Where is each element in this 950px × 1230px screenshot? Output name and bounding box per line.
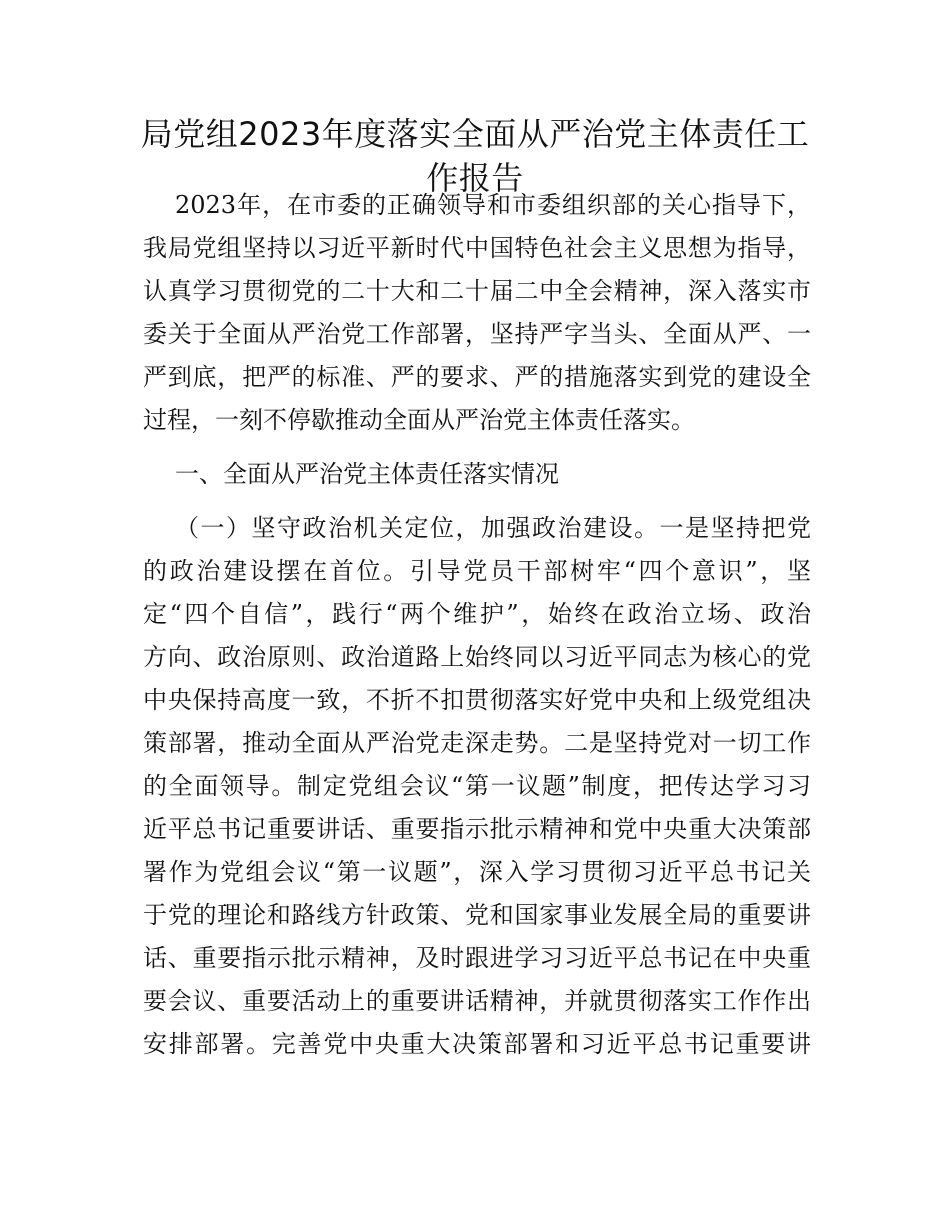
paragraph-line: 委关于全面从严治党工作部署，坚持严字当头、全面从严、一: [143, 320, 811, 348]
section-paragraph: [143, 507, 811, 1066]
paragraph-line: 中央保持高度一致，不折不扣贯彻落实好党中央和上级党组决: [143, 686, 811, 714]
paragraph-line: （一）坚守政治机关定位，加强政治建设。一是坚持把党: [175, 514, 811, 542]
paragraph-line: 我局党组坚持以习近平新时代中国特色社会主义思想为指导，: [143, 234, 811, 262]
paragraph-line: 过程，一刻不停歇推动全面从严治党主体责任落实。: [143, 406, 695, 434]
title-line: 作报告: [426, 159, 524, 197]
paragraph-line: 的全面领导。制定党组会议“第一议题”制度，把传达学习习: [143, 772, 811, 800]
paragraph-line: 近平总书记重要讲话、重要指示批示精神和党中央重大决策部: [143, 815, 811, 843]
section-heading: 一、全面从严治党主体责任落实情况: [175, 460, 559, 488]
paragraph-line: 安排部署。完善党中央重大决策部署和习近平总书记重要讲: [143, 1030, 811, 1058]
paragraph-line: 认真学习贯彻党的二十大和二十届二中全会精神，深入落实市: [143, 277, 811, 305]
paragraph-line: 策部署，推动全面从严治党走深走势。二是坚持党对一切工作: [143, 729, 811, 757]
paragraph-line: 于党的理论和路线方针政策、党和国家事业发展全局的重要讲: [143, 901, 811, 929]
document-body: [143, 184, 811, 1066]
intro-paragraph: [143, 184, 811, 442]
paragraph-line: 严到底，把严的标准、严的要求、严的措施落实到党的建设全: [143, 363, 811, 391]
title-line: 局党组2023年度落实全面从严治党主体责任工: [140, 115, 810, 153]
paragraph-line: 要会议、重要活动上的重要讲话精神，并就贯彻落实工作作出: [143, 987, 811, 1015]
paragraph-line: 2023年，在市委的正确领导和市委组织部的关心指导下，: [175, 191, 811, 219]
paragraph-line: 方向、政治原则、政治道路上始终同以习近平同志为核心的党: [143, 643, 811, 671]
paragraph-line: 署作为党组会议“第一议题”，深入学习贯彻习近平总书记关: [143, 858, 811, 886]
paragraph-line: 的政治建设摆在首位。引导党员干部树牢“四个意识”，坚: [143, 557, 811, 585]
paragraph-line: 话、重要指示批示精神，及时跟进学习习近平总书记在中央重: [143, 944, 811, 972]
paragraph-line: 定“四个自信”，践行“两个维护”，始终在政治立场、政治: [143, 600, 811, 628]
